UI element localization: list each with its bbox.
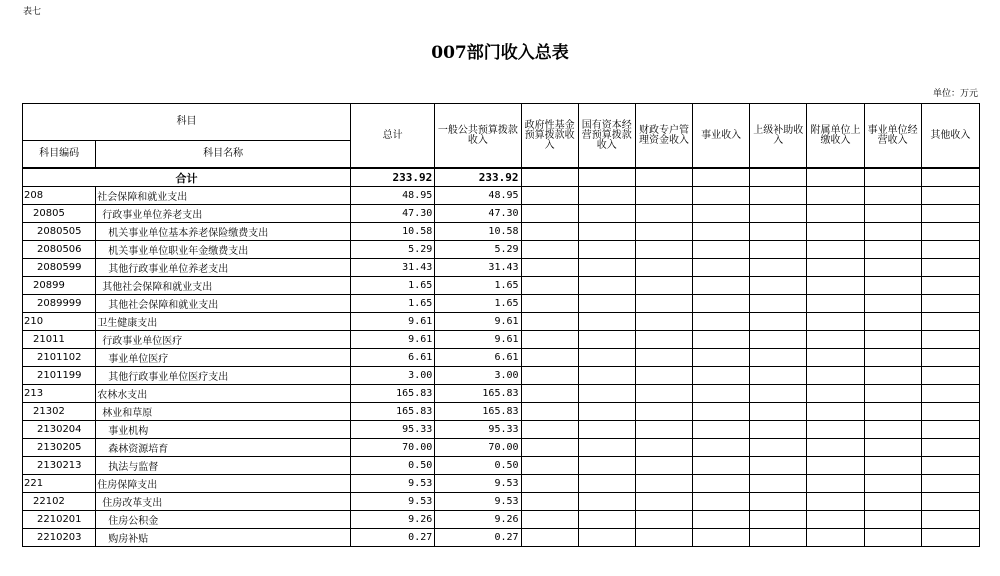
empty-cell xyxy=(807,277,864,295)
empty-cell xyxy=(807,421,864,439)
empty-cell xyxy=(693,349,750,367)
empty-cell xyxy=(864,313,921,331)
row-name: 其他行政事业单位养老支出 xyxy=(96,259,351,277)
table-row xyxy=(23,331,980,349)
empty-cell xyxy=(807,313,864,331)
row-general-budget: 9.61 xyxy=(435,331,521,349)
row-code: 2130213 xyxy=(23,457,96,475)
affiliated-header: 附属单位上缴收入 xyxy=(807,104,864,169)
empty-cell xyxy=(921,493,979,511)
row-general-budget: 70.00 xyxy=(435,439,521,457)
table-row xyxy=(23,403,980,421)
row-name: 事业单位医疗 xyxy=(96,349,351,367)
row-code: 2130205 xyxy=(23,439,96,457)
empty-cell xyxy=(807,457,864,475)
row-code: 2210203 xyxy=(23,529,96,547)
empty-cell xyxy=(578,223,635,241)
empty-cell xyxy=(578,367,635,385)
empty-cell xyxy=(750,241,807,259)
empty-cell xyxy=(578,385,635,403)
empty-cell xyxy=(750,223,807,241)
empty-cell xyxy=(521,475,578,493)
empty-cell xyxy=(750,385,807,403)
empty-cell xyxy=(521,313,578,331)
empty-cell xyxy=(635,439,692,457)
empty-cell xyxy=(635,223,692,241)
row-general-budget: 48.95 xyxy=(435,187,521,205)
empty-cell xyxy=(750,439,807,457)
row-name: 机关事业单位职业年金缴费支出 xyxy=(96,241,351,259)
row-total: 48.95 xyxy=(351,187,435,205)
empty-cell xyxy=(807,385,864,403)
empty-cell xyxy=(693,223,750,241)
empty-cell xyxy=(807,367,864,385)
empty-cell xyxy=(807,349,864,367)
empty-cell xyxy=(921,475,979,493)
empty-cell xyxy=(578,457,635,475)
empty-cell xyxy=(578,511,635,529)
empty-cell xyxy=(921,205,979,223)
empty-cell xyxy=(578,403,635,421)
empty-cell xyxy=(864,475,921,493)
empty-cell xyxy=(921,421,979,439)
empty-cell xyxy=(921,403,979,421)
table-row xyxy=(23,493,980,511)
table-row xyxy=(23,295,980,313)
empty-cell xyxy=(635,421,692,439)
row-name: 其他社会保障和就业支出 xyxy=(96,277,351,295)
empty-cell xyxy=(750,277,807,295)
empty-cell xyxy=(521,349,578,367)
empty-cell xyxy=(750,475,807,493)
empty-cell xyxy=(921,385,979,403)
total-row xyxy=(23,168,980,187)
row-code: 2080506 xyxy=(23,241,96,259)
row-total: 47.30 xyxy=(351,205,435,223)
empty-cell xyxy=(864,277,921,295)
total-label: 合计 xyxy=(23,168,351,187)
empty-cell xyxy=(921,277,979,295)
empty-cell xyxy=(807,493,864,511)
empty-cell xyxy=(693,529,750,547)
empty-cell xyxy=(521,205,578,223)
empty-cell xyxy=(864,187,921,205)
table-row xyxy=(23,259,980,277)
empty-cell xyxy=(693,421,750,439)
table-row xyxy=(23,187,980,205)
row-general-budget: 165.83 xyxy=(435,403,521,421)
empty-cell xyxy=(807,403,864,421)
row-name: 购房补贴 xyxy=(96,529,351,547)
empty-cell xyxy=(635,331,692,349)
row-name: 住房公积金 xyxy=(96,511,351,529)
empty-cell xyxy=(578,331,635,349)
total-value: 233.92 xyxy=(351,168,435,187)
row-name: 行政事业单位医疗 xyxy=(96,331,351,349)
empty-cell xyxy=(578,529,635,547)
empty-cell xyxy=(693,295,750,313)
table-row xyxy=(23,421,980,439)
empty-cell xyxy=(635,277,692,295)
empty-cell xyxy=(921,223,979,241)
row-total: 165.83 xyxy=(351,403,435,421)
empty-cell xyxy=(750,313,807,331)
empty-cell xyxy=(864,403,921,421)
empty-cell xyxy=(693,187,750,205)
row-code: 2210201 xyxy=(23,511,96,529)
empty-cell xyxy=(807,511,864,529)
subject-header: 科目 xyxy=(23,104,351,141)
row-code: 210 xyxy=(23,313,96,331)
empty-cell xyxy=(750,493,807,511)
total-general-budget: 233.92 xyxy=(435,168,521,187)
row-total: 10.58 xyxy=(351,223,435,241)
empty-cell xyxy=(864,349,921,367)
empty-cell xyxy=(635,313,692,331)
empty-cell xyxy=(578,439,635,457)
table-row xyxy=(23,223,980,241)
table-row xyxy=(23,313,980,331)
table-row xyxy=(23,439,980,457)
empty-cell xyxy=(807,529,864,547)
row-general-budget: 0.27 xyxy=(435,529,521,547)
empty-cell xyxy=(693,439,750,457)
gov-fund-header: 政府性基金预算拨款收入 xyxy=(521,104,578,169)
empty-cell xyxy=(693,367,750,385)
empty-cell xyxy=(864,259,921,277)
code-header: 科目编码 xyxy=(23,141,96,169)
empty-cell xyxy=(578,349,635,367)
row-code: 2080505 xyxy=(23,223,96,241)
empty-cell xyxy=(864,529,921,547)
empty-cell xyxy=(521,421,578,439)
empty-cell xyxy=(635,187,692,205)
empty-cell xyxy=(864,385,921,403)
empty-cell xyxy=(921,295,979,313)
empty-cell xyxy=(693,313,750,331)
fiscal-special-header: 财政专户管理资金收入 xyxy=(635,104,692,169)
row-general-budget: 10.58 xyxy=(435,223,521,241)
table-row xyxy=(23,205,980,223)
empty-cell xyxy=(635,205,692,223)
empty-cell xyxy=(807,295,864,313)
unit-label: 单位：万元 xyxy=(932,89,978,99)
row-total: 165.83 xyxy=(351,385,435,403)
empty-cell xyxy=(693,475,750,493)
empty-cell xyxy=(921,349,979,367)
empty-cell xyxy=(750,205,807,223)
empty-cell xyxy=(635,295,692,313)
row-total: 3.00 xyxy=(351,367,435,385)
row-total: 70.00 xyxy=(351,439,435,457)
empty-cell xyxy=(921,511,979,529)
empty-cell xyxy=(635,493,692,511)
empty-cell xyxy=(693,457,750,475)
upper-subsidy-header: 上级补助收入 xyxy=(750,104,807,169)
row-general-budget: 1.65 xyxy=(435,295,521,313)
empty-cell xyxy=(921,457,979,475)
row-general-budget: 47.30 xyxy=(435,205,521,223)
table-row xyxy=(23,529,980,547)
empty-cell xyxy=(521,439,578,457)
general-budget-header: 一般公共预算拨款收入 xyxy=(435,104,521,169)
row-general-budget: 9.53 xyxy=(435,475,521,493)
empty-cell xyxy=(521,367,578,385)
row-general-budget: 3.00 xyxy=(435,367,521,385)
table-row xyxy=(23,511,980,529)
empty-cell xyxy=(693,331,750,349)
empty-cell xyxy=(750,529,807,547)
empty-cell xyxy=(750,457,807,475)
empty-cell xyxy=(921,439,979,457)
empty-cell xyxy=(578,421,635,439)
empty-cell xyxy=(635,241,692,259)
table-tag: 表七 xyxy=(23,7,42,17)
empty-cell xyxy=(807,223,864,241)
empty-cell xyxy=(635,385,692,403)
empty-cell xyxy=(635,349,692,367)
row-code: 2101199 xyxy=(23,367,96,385)
row-name: 社会保障和就业支出 xyxy=(96,187,351,205)
table-row xyxy=(23,241,980,259)
empty-cell xyxy=(921,529,979,547)
empty-cell xyxy=(864,457,921,475)
empty-cell xyxy=(521,259,578,277)
empty-cell xyxy=(864,367,921,385)
empty-cell xyxy=(693,277,750,295)
row-name: 执法与监督 xyxy=(96,457,351,475)
empty-cell xyxy=(521,511,578,529)
empty-cell xyxy=(750,511,807,529)
empty-cell xyxy=(521,187,578,205)
row-general-budget: 5.29 xyxy=(435,241,521,259)
row-code: 221 xyxy=(23,475,96,493)
empty-cell xyxy=(864,421,921,439)
state-capital-header: 国有资本经营预算拨款收入 xyxy=(578,104,635,169)
operating-header: 事业单位经营收入 xyxy=(864,104,921,169)
row-name: 其他社会保障和就业支出 xyxy=(96,295,351,313)
empty-cell xyxy=(864,439,921,457)
empty-cell xyxy=(578,295,635,313)
row-general-budget: 165.83 xyxy=(435,385,521,403)
empty-cell xyxy=(521,223,578,241)
empty-cell xyxy=(521,529,578,547)
empty-cell xyxy=(578,259,635,277)
table-row xyxy=(23,277,980,295)
empty-cell xyxy=(521,493,578,511)
empty-cell xyxy=(521,457,578,475)
empty-cell xyxy=(921,367,979,385)
table-row xyxy=(23,349,980,367)
name-header: 科目名称 xyxy=(96,141,351,169)
empty-cell xyxy=(693,403,750,421)
row-general-budget: 9.61 xyxy=(435,313,521,331)
empty-cell xyxy=(693,493,750,511)
other-header: 其他收入 xyxy=(921,104,979,169)
empty-cell xyxy=(921,259,979,277)
empty-cell xyxy=(521,331,578,349)
row-general-budget: 1.65 xyxy=(435,277,521,295)
empty-cell xyxy=(635,403,692,421)
page-title: 007部门收入总表 xyxy=(431,43,569,63)
empty-cell xyxy=(578,241,635,259)
empty-cell xyxy=(521,277,578,295)
empty-cell xyxy=(750,367,807,385)
row-code: 208 xyxy=(23,187,96,205)
row-total: 9.26 xyxy=(351,511,435,529)
empty-cell xyxy=(750,349,807,367)
empty-cell xyxy=(693,259,750,277)
empty-cell xyxy=(578,205,635,223)
row-total: 0.27 xyxy=(351,529,435,547)
empty-cell xyxy=(921,313,979,331)
empty-cell xyxy=(635,259,692,277)
empty-cell xyxy=(693,511,750,529)
empty-cell xyxy=(578,313,635,331)
empty-cell xyxy=(521,241,578,259)
row-name: 卫生健康支出 xyxy=(96,313,351,331)
row-code: 21302 xyxy=(23,403,96,421)
row-total: 1.65 xyxy=(351,277,435,295)
table-row xyxy=(23,457,980,475)
row-name: 森林资源培育 xyxy=(96,439,351,457)
empty-cell xyxy=(864,241,921,259)
empty-cell xyxy=(750,331,807,349)
empty-cell xyxy=(521,403,578,421)
empty-cell xyxy=(635,511,692,529)
row-name: 机关事业单位基本养老保险缴费支出 xyxy=(96,223,351,241)
empty-cell xyxy=(921,241,979,259)
empty-cell xyxy=(864,511,921,529)
row-total: 9.53 xyxy=(351,475,435,493)
table-row xyxy=(23,385,980,403)
empty-cell xyxy=(578,493,635,511)
empty-cell xyxy=(807,259,864,277)
table-row xyxy=(23,367,980,385)
empty-cell xyxy=(578,475,635,493)
row-total: 9.61 xyxy=(351,331,435,349)
row-total: 1.65 xyxy=(351,295,435,313)
empty-cell xyxy=(864,295,921,313)
empty-cell xyxy=(864,493,921,511)
empty-cell xyxy=(693,385,750,403)
row-name: 农林水支出 xyxy=(96,385,351,403)
row-general-budget: 9.53 xyxy=(435,493,521,511)
empty-cell xyxy=(635,475,692,493)
row-general-budget: 9.26 xyxy=(435,511,521,529)
row-name: 事业机构 xyxy=(96,421,351,439)
table-row xyxy=(23,475,980,493)
empty-cell xyxy=(807,205,864,223)
empty-cell xyxy=(521,295,578,313)
row-code: 2130204 xyxy=(23,421,96,439)
row-code: 20899 xyxy=(23,277,96,295)
total-header: 总计 xyxy=(351,104,435,169)
empty-cell xyxy=(864,205,921,223)
row-general-budget: 6.61 xyxy=(435,349,521,367)
empty-cell xyxy=(807,241,864,259)
empty-cell xyxy=(807,439,864,457)
row-general-budget: 95.33 xyxy=(435,421,521,439)
empty-cell xyxy=(750,403,807,421)
row-code: 20805 xyxy=(23,205,96,223)
empty-cell xyxy=(693,241,750,259)
empty-cell xyxy=(807,331,864,349)
empty-cell xyxy=(807,475,864,493)
row-total: 95.33 xyxy=(351,421,435,439)
empty-cell xyxy=(921,187,979,205)
row-total: 6.61 xyxy=(351,349,435,367)
income-table xyxy=(22,103,980,547)
row-total: 9.61 xyxy=(351,313,435,331)
row-name: 住房改革支出 xyxy=(96,493,351,511)
row-name: 住房保障支出 xyxy=(96,475,351,493)
empty-cell xyxy=(750,295,807,313)
empty-cell xyxy=(521,385,578,403)
row-name: 林业和草原 xyxy=(96,403,351,421)
row-name: 其他行政事业单位医疗支出 xyxy=(96,367,351,385)
empty-cell xyxy=(750,259,807,277)
row-general-budget: 0.50 xyxy=(435,457,521,475)
row-total: 31.43 xyxy=(351,259,435,277)
empty-cell xyxy=(578,277,635,295)
row-code: 2080599 xyxy=(23,259,96,277)
empty-cell xyxy=(635,529,692,547)
empty-cell xyxy=(635,367,692,385)
row-name: 行政事业单位养老支出 xyxy=(96,205,351,223)
empty-cell xyxy=(750,187,807,205)
empty-cell xyxy=(807,187,864,205)
row-total: 9.53 xyxy=(351,493,435,511)
row-general-budget: 31.43 xyxy=(435,259,521,277)
empty-cell xyxy=(921,331,979,349)
empty-cell xyxy=(693,205,750,223)
empty-cell xyxy=(578,187,635,205)
row-code: 22102 xyxy=(23,493,96,511)
row-code: 213 xyxy=(23,385,96,403)
business-header: 事业收入 xyxy=(693,104,750,169)
empty-cell xyxy=(635,457,692,475)
empty-cell xyxy=(864,331,921,349)
row-total: 0.50 xyxy=(351,457,435,475)
empty-cell xyxy=(864,223,921,241)
row-code: 2101102 xyxy=(23,349,96,367)
row-total: 5.29 xyxy=(351,241,435,259)
row-code: 21011 xyxy=(23,331,96,349)
empty-cell xyxy=(750,421,807,439)
row-code: 2089999 xyxy=(23,295,96,313)
